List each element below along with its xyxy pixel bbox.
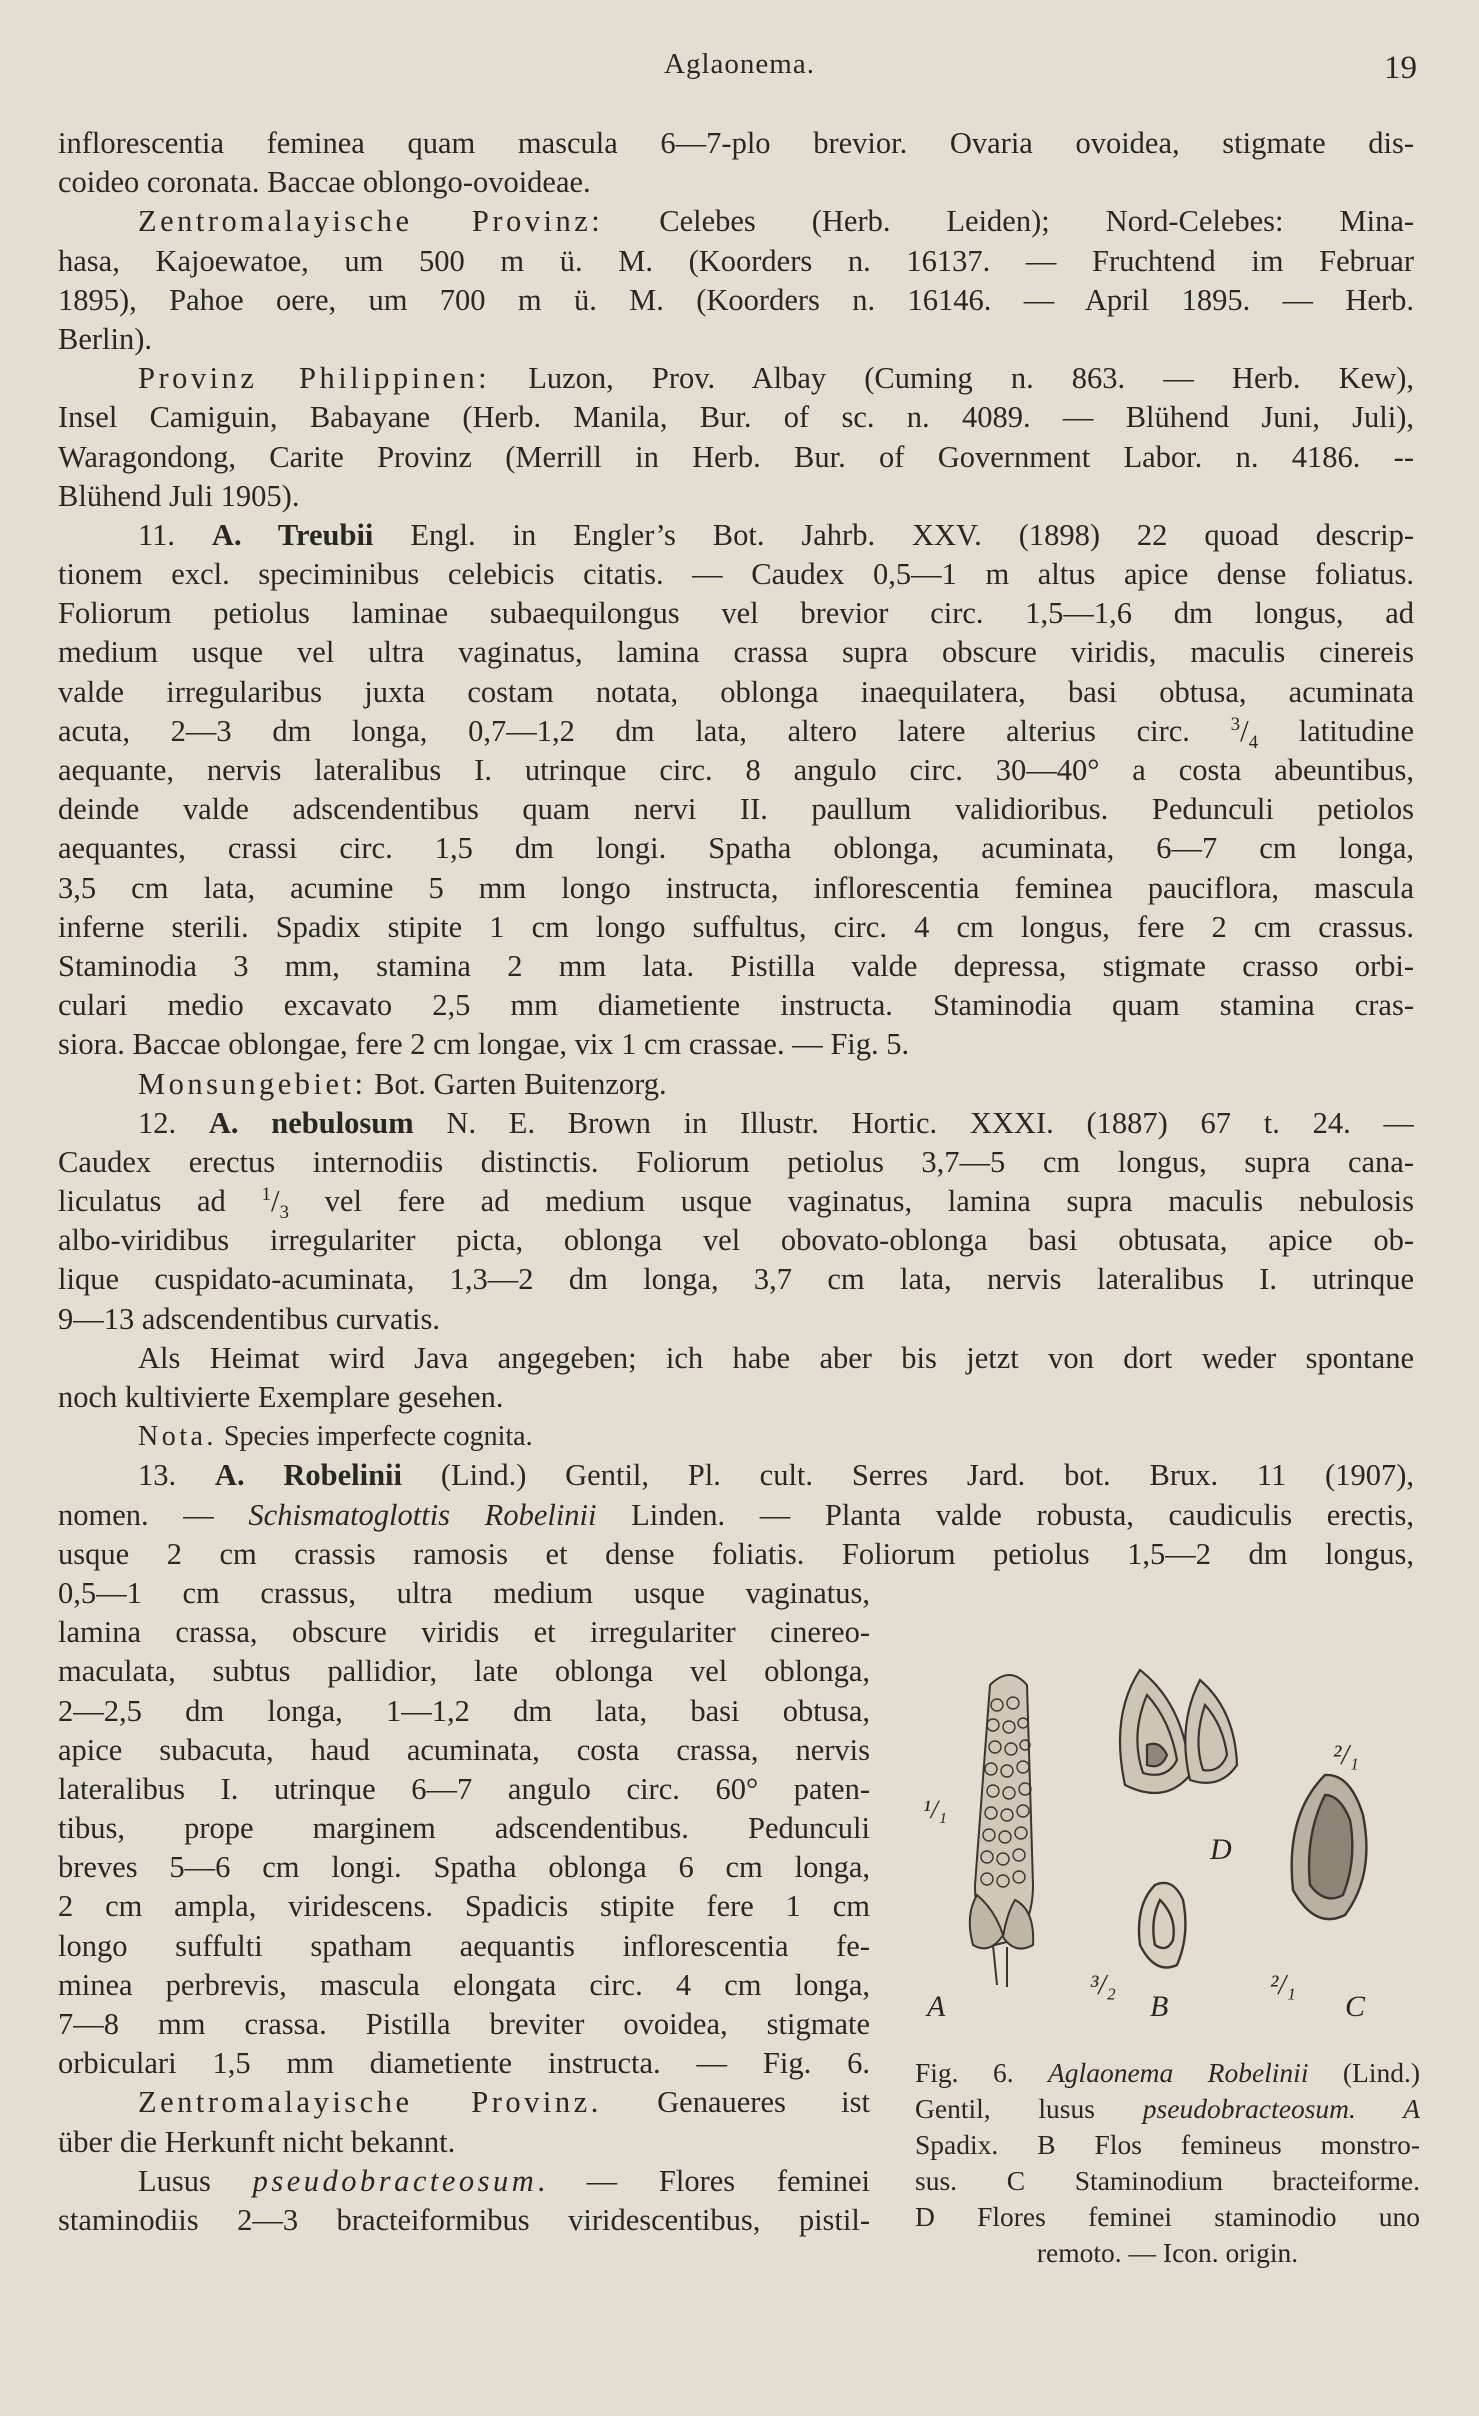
text-segment: Lusus (138, 2163, 253, 2198)
text-line: siora. Baccae oblongae, fere 2 cm longae, vix 1 cm crassae. — Fig. 5. (58, 1027, 910, 1062)
text-line (58, 1065, 1414, 1104)
text-line: tibus, prope marginem adscendentibus. Pedunculi (58, 1811, 870, 1846)
caption-line: Spadix. B Flos femineus monstro- (915, 2129, 1420, 2160)
text-line: Staminodia 3 mm, stamina 2 mm lata. Pistilla valde depressa, stigmate crasso orbi- (58, 948, 1414, 983)
text-line: tionem excl. speciminibus celebicis citatis. — Caudex 0,5—1 m altus apice dense foliatus. (58, 557, 1414, 592)
fig-label-b-scale: ³/₂ (1090, 1970, 1116, 2001)
text-line: minea perbrevis, mascula elongata circ. 4 cm longa, (58, 1967, 870, 2002)
species-name: A. Robelinii (214, 1458, 403, 1493)
text-line: Blühend Juli 1905). (58, 478, 300, 513)
species-number: 11. (138, 517, 175, 552)
text-line: Berlin). (58, 321, 153, 356)
text-segment: vel fere ad medium usque vaginatus, lamina supra maculis nebulosis (288, 1184, 1414, 1219)
species-number: 13. (138, 1458, 177, 1493)
text-line: usque 2 cm crassis ramosis et dense foliatis. Foliorum petiolus 1,5—2 dm longus, (58, 1536, 1414, 1571)
caption-fig: Fig. 6. (915, 2057, 1014, 2088)
figure-caption (915, 2055, 1420, 2271)
text-line: Foliorum petiolus laminae subaequilongus vel brevior circ. 1,5—1,6 dm longus, ad (58, 596, 1414, 631)
text-line: 3,5 cm lata, acumine 5 mm longo instructa, inflorescentia feminea pauciflora, mascula (58, 870, 1414, 905)
fig-label-a-scale: ¹/₁ (923, 1795, 948, 1824)
text-line: aequantes, crassi circ. 1,5 dm longi. Spatha oblonga, acuminata, 6—7 cm longa, (58, 831, 1414, 866)
fig-label-d-scale: ²/₁ (1333, 1740, 1359, 1771)
text-line: longo suffulti spatham aequantis inflorescentia fe- (58, 1928, 870, 1963)
page-number: 19 (1384, 50, 1417, 86)
flower-b-drawing (1139, 1883, 1185, 1968)
spadix-drawing (970, 1675, 1033, 1987)
text-line: 2 cm ampla, viridescens. Spadicis stipite fere 1 cm (58, 1889, 870, 1924)
text-line (58, 202, 1414, 241)
nota-label: Nota. (138, 1421, 217, 1453)
text-segment: latitudine (1258, 713, 1414, 748)
text-line: 0,5—1 cm crassus, ultra medium usque vaginatus, (58, 1575, 870, 1610)
caption-line (915, 2091, 1420, 2127)
text-line: 7—8 mm crassa. Pistilla breviter ovoidea, stigmate (58, 2007, 870, 2041)
fraction-denominator: 4 (1248, 731, 1259, 751)
text-line: lateralibus I. utrinque 6—7 angulo circ. 60° paten- (58, 1771, 870, 1806)
text-line: valde irregularibus juxta costam notata, oblonga inaequilatera, basi obtusa, acuminata (58, 674, 1414, 709)
species-heading (58, 1104, 1414, 1143)
text-segment: . — Flores feminei (537, 2163, 870, 2198)
text-line: coideo coronata. Baccae oblongo-ovoideae. (58, 165, 591, 200)
caption-line: remoto. — Icon. origin. (1036, 2237, 1299, 2268)
text-line: inferne sterili. Spadix stipite 1 cm longo suffultus, circ. 4 cm longus, fere 2 cm crassus. (58, 909, 1414, 944)
text-segment: Species imperfecte cognita. (216, 1421, 533, 1453)
text-segment: nomen. — (58, 1497, 249, 1532)
fraction-numerator: 3 (1230, 713, 1241, 735)
text-line (58, 2083, 870, 2122)
text-segment: N. E. Brown in Illustr. Hortic. XXXI. (1887) 67 t. 24. — (413, 1105, 1414, 1140)
text-line: Insel Camiguin, Babayane (Herb. Manila, Bur. of sc. n. 4089. — Blühend Juni, Juli), (58, 400, 1414, 435)
text-line: acuta, 2—3 dm longa, 0,7—1,2 dm lata, altero latere alterius circ. $^3/_4$ latitudine (58, 713, 1414, 751)
text-segment: A (1355, 2093, 1420, 2124)
text-segment: Celebes (Herb. Leiden); Nord-Celebes: Mina- (603, 204, 1414, 239)
running-title: Aglaonema. (664, 48, 815, 80)
caption-line (915, 2055, 1420, 2091)
species-heading (58, 516, 1414, 555)
text-line: Caudex erectus internodiis distinctis. Foliorum petiolus 3,7—5 cm longus, supra cana- (58, 1144, 1414, 1179)
species-heading (58, 1456, 1414, 1495)
text-line: über die Herkunft nicht bekannt. (58, 2124, 456, 2159)
running-head (0, 48, 1479, 92)
caption-authority: (Lind.) (1308, 2057, 1420, 2088)
text-segment: liculatus ad (58, 1184, 262, 1219)
text-line: liculatus ad $^1/_3$ vel fere ad medium usque vaginatus, lamina supra maculis nebulosis (58, 1183, 1414, 1222)
caption-line: sus. C Staminodium bracteiforme. (915, 2165, 1420, 2196)
species-number: 12. (138, 1105, 177, 1140)
nota-line (58, 1417, 1414, 1456)
text-line: Waragondong, Carite Provinz (Merrill in Herb. Bur. of Government Labor. n. 4186. -- (58, 439, 1414, 474)
text-segment: Gentil, lusus (915, 2093, 1143, 2124)
text-line: apice subacuta, haud acuminata, costa crassa, nervis (58, 1732, 870, 1767)
text-segment: (Lind.) Gentil, Pl. cult. Serres Jard. bot. Brux. 11 (1907), (402, 1458, 1414, 1493)
text-line: Als Heimat wird Java angegeben; ich habe aber bis jetzt von dort weder spontane (138, 1340, 1414, 1375)
figure-6 (915, 1655, 1420, 2375)
text-segment: Engl. in Engler’s Bot. Jahrb. XXV. (1898) 22 quoad descrip- (373, 517, 1414, 552)
flower-d-drawing (1120, 1670, 1237, 1793)
staminodium-c-drawing (1292, 1775, 1367, 1919)
caption-line: D Flores feminei staminodio uno (915, 2201, 1420, 2232)
fig-label-a: A (927, 1990, 946, 2023)
text-line (58, 359, 1414, 398)
text-segment: Bot. Garten Buitenzorg. (366, 1066, 667, 1101)
text-line: 9—13 adscendentibus curvatis. (58, 1301, 441, 1336)
region-name: Zentromalayische Provinz: (138, 204, 604, 239)
synonym-name: Schismatoglottis Robelinii (248, 1497, 597, 1532)
species-name: A. Treubii (211, 517, 374, 552)
text-line: albo-viridibus irregulariter picta, oblonga vel obovato-oblonga basi obtusata, apice ob- (58, 1223, 1414, 1258)
text-segment: Luzon, Prov. Albay (Cuming n. 863. — Herb. Kew), (490, 361, 1414, 396)
region-name: Provinz Philippinen: (138, 361, 491, 396)
caption-title: Aglaonema Robelinii (1048, 2057, 1309, 2088)
caption-lusus: pseudobracteosum. (1142, 2093, 1356, 2124)
text-line: noch kultivierte Exemplare gesehen. (58, 1380, 504, 1414)
text-line: inflorescentia feminea quam mascula 6—7-plo brevior. Ovaria ovoidea, stigmate dis- (58, 126, 1414, 160)
text-line: medium usque vel ultra vaginatus, lamina crassa supra obscure viridis, maculis cinereis (58, 635, 1414, 670)
text-line: maculata, subtus pallidior, late oblonga vel oblonga, (58, 1654, 870, 1689)
text-line: lique cuspidato-acuminata, 1,3—2 dm longa, 3,7 cm lata, nervis lateralibus I. utrinque (58, 1262, 1414, 1297)
fig-label-c-scale: ²/₁ (1270, 1970, 1296, 2001)
text-segment: Linden. — Planta valde robusta, caudiculis erectis, (596, 1497, 1414, 1532)
fig-label-c: C (1345, 1990, 1366, 2023)
fig-label-b: B (1150, 1990, 1169, 2023)
fraction-denominator: 3 (279, 1202, 289, 1222)
text-line: deinde valde adscendentibus quam nervi II. paullum validioribus. Pedunculi petiolos (58, 792, 1414, 827)
region-name: Zentromalayische Provinz. (138, 2085, 602, 2120)
text-line: orbiculari 1,5 mm diametiente instructa. — Fig. 6. (58, 2046, 870, 2081)
text-line: aequante, nervis lateralibus I. utrinque circ. 8 angulo circ. 30—40° a costa abeuntibus, (58, 753, 1414, 787)
text-line: 1895), Pahoe oere, um 700 m ü. M. (Koorders n. 16146. — April 1895. — Herb. (58, 282, 1414, 317)
species-name: A. nebulosum (208, 1105, 414, 1140)
text-line: hasa, Kajoewatoe, um 500 m ü. M. (Koorders n. 16137. — Fruchtend im Februar (58, 243, 1414, 278)
text-segment: acuta, 2—3 dm longa, 0,7—1,2 dm lata, altero latere alterius circ. (58, 713, 1231, 748)
lusus-name: pseudobracteosum (252, 2163, 538, 2198)
text-line: staminodiis 2—3 bracteiformibus viridescentibus, pistil- (58, 2202, 870, 2237)
fig-label-d: D (1210, 1833, 1232, 1866)
text-line (58, 1496, 1414, 1535)
region-name: Monsungebiet: (138, 1066, 367, 1101)
text-line (58, 2162, 870, 2201)
text-segment: Genaueres ist (601, 2085, 870, 2120)
fraction-numerator: 1 (261, 1183, 271, 1205)
text-line: 2—2,5 dm longa, 1—1,2 dm lata, basi obtusa, (58, 1693, 870, 1728)
text-line: breves 5—6 cm longi. Spatha oblonga 6 cm longa, (58, 1850, 870, 1885)
text-line: culari medio excavato 2,5 mm diametiente instructa. Staminodia quam stamina cras- (58, 988, 1414, 1023)
text-line: lamina crassa, obscure viridis et irregulariter cinereo- (58, 1615, 870, 1650)
